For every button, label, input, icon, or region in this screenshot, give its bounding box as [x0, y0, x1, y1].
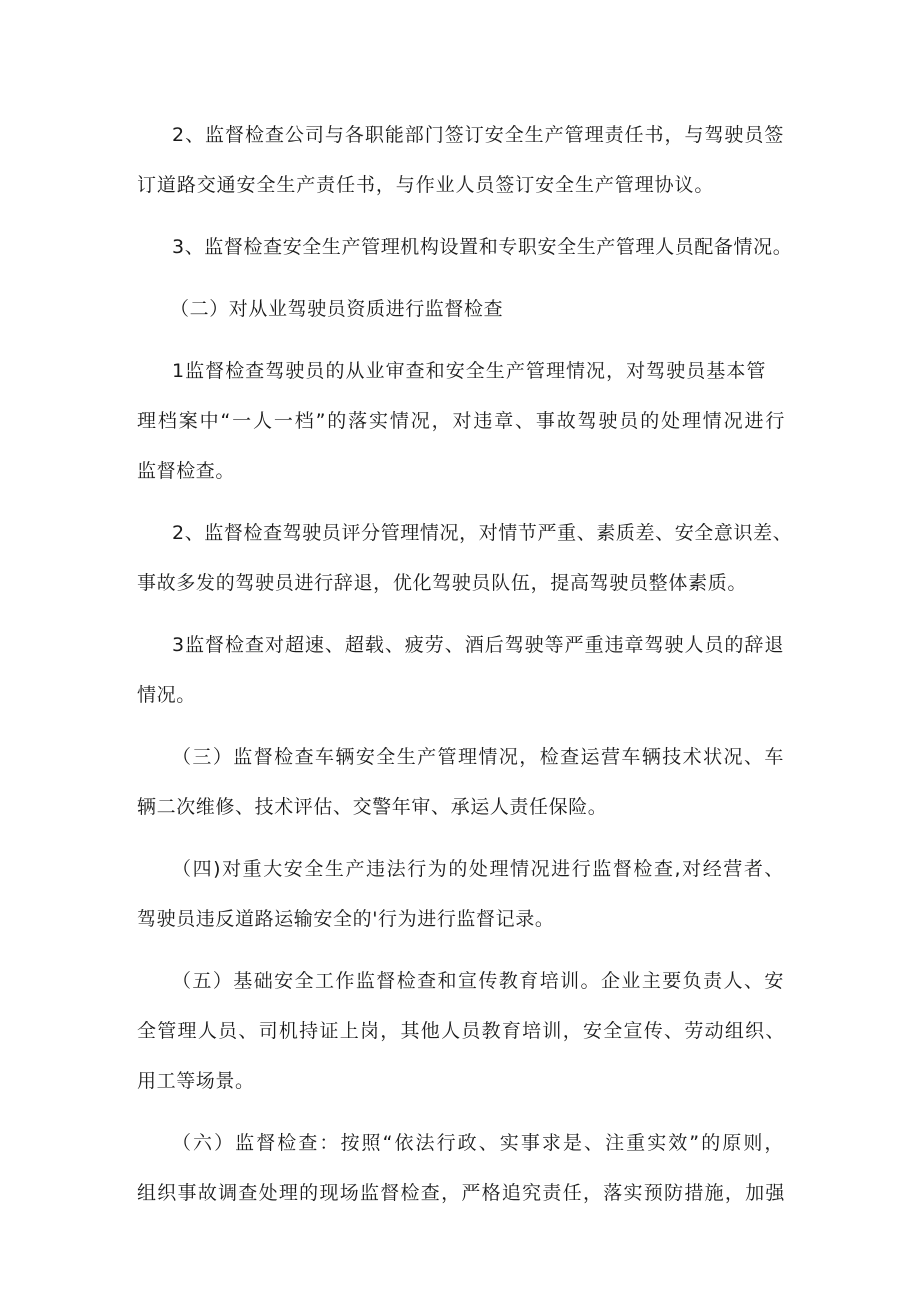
- paragraph-9-line-3: 用工等场景。: [137, 1070, 255, 1092]
- paragraph-1-line-1: 2、监督检查公司与各职能部门签订安全生产管理责任书，与驾驶员签: [172, 124, 784, 146]
- paragraph-5-line-2: 事故多发的驾驶员进行辞退，优化驾驶员队伍，提高驾驶员整体素质。: [137, 572, 747, 594]
- paragraph-4-line-3: 监督检查。: [137, 460, 236, 482]
- paragraph-6-line-1: 3监督检查对超速、超载、疲劳、酒后驾驶等严重违章驾驶人员的辞退: [172, 634, 784, 656]
- paragraph-9-line-2: 全管理人员、司机持证上岗，其他人员教育培训，安全宣传、劳动组织、: [137, 1020, 785, 1042]
- paragraph-10-line-2: 组织事故调查处理的现场监督检查，严格追究责任，落实预防措施，加强: [137, 1182, 785, 1204]
- paragraph-10-line-1: （六）监督检查：按照“依法行政、实事求是、注重实效”的原则，: [172, 1132, 784, 1154]
- paragraph-4-line-2: 理档案中“一人一档”的落实情况，对违章、事故驾驶员的处理情况进行: [137, 410, 785, 432]
- paragraph-8-line-1: （四)对重大安全生产违法行为的处理情况进行监督检查,对经营者、: [172, 858, 784, 880]
- paragraph-1-line-2: 订道路交通安全生产责任书，与作业人员签订安全生产管理协议。: [137, 174, 714, 196]
- paragraph-7-line-1: （三）监督检查车辆安全生产管理情况，检查运营车辆技术状况、车: [172, 746, 784, 768]
- paragraph-4-line-1: 1监督检查驾驶员的从业审查和安全生产管理情况，对驾驶员基本管: [172, 360, 766, 382]
- paragraph-9-line-1: （五）基础安全工作监督检查和宣传教育培训。企业主要负责人、安: [172, 970, 784, 992]
- paragraph-6-line-2: 情况。: [137, 684, 196, 706]
- paragraph-8-line-2: 驾驶员违反道路运输安全的'行为进行监督记录。: [137, 908, 555, 930]
- paragraph-2-line-1: 3、监督检查安全生产管理机构设置和专职安全生产管理人员配备情况。: [172, 236, 793, 258]
- paragraph-7-line-2: 辆二次维修、技术评估、交警年审、承运人责任保险。: [137, 796, 608, 818]
- section-heading-2: （二）对从业驾驶员资质进行监督检查: [170, 298, 504, 320]
- paragraph-5-line-1: 2、监督检查驾驶员评分管理情况，对情节严重、素质差、安全意识差、: [172, 522, 793, 544]
